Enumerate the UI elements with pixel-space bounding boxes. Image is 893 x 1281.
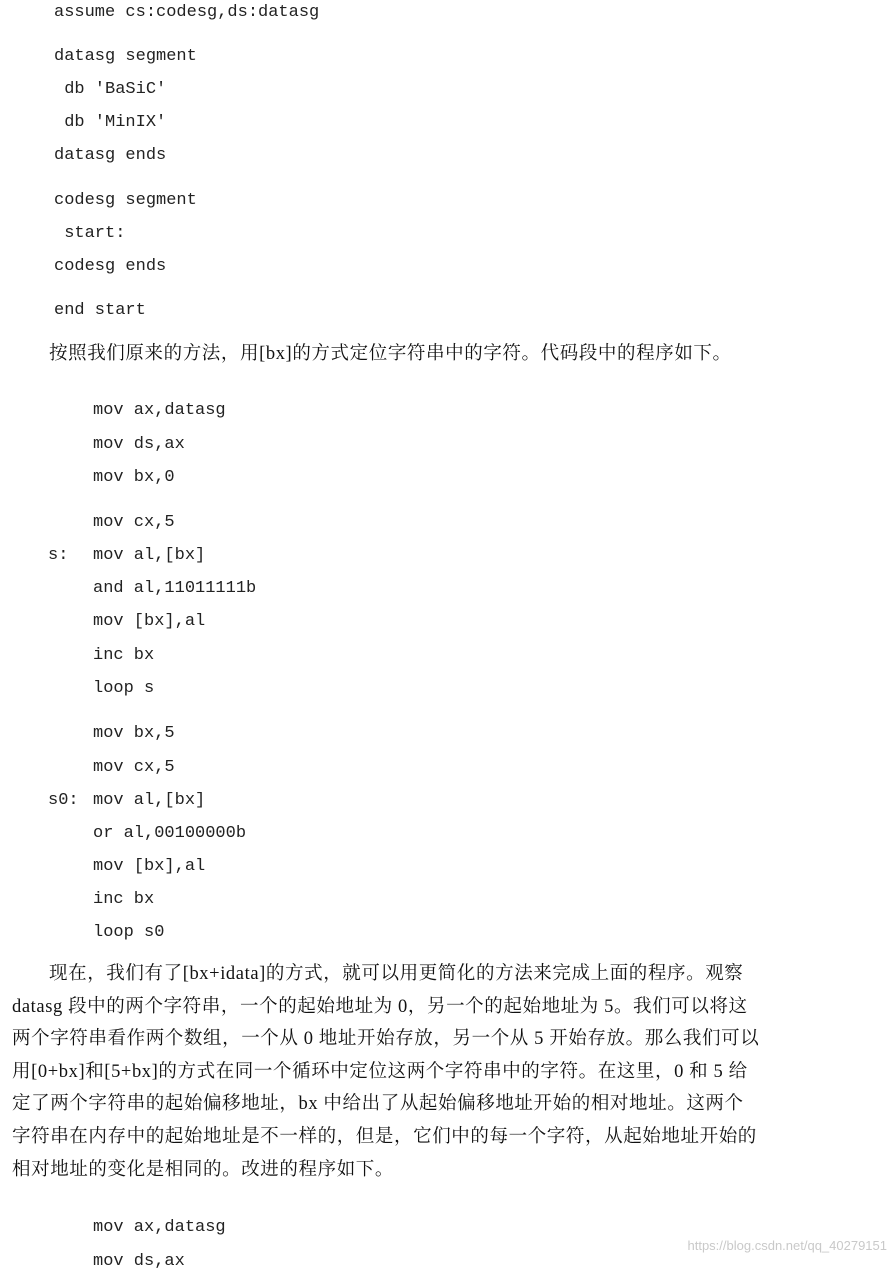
code-assume: assume cs:codesg,ds:datasg <box>54 3 320 22</box>
code1-line14: mov [bx],al <box>93 857 206 876</box>
code2-line1: mov ax,datasg <box>93 1218 226 1237</box>
code1-line12: mov al,[bx] <box>93 791 206 810</box>
paragraph-line-2: datasg 段中的两个字符串，一个的起始地址为 0，另一个的起始地址为 5。我们可以将这 <box>12 996 748 1017</box>
code1-line3: mov bx,0 <box>93 468 175 487</box>
paragraph-line-1: 现在，我们有了[bx+idata]的方式，就可以用更简化的方法来完成上面的程序。观察 <box>49 964 744 984</box>
code1-line5: mov al,[bx] <box>93 546 206 565</box>
code1-line2: mov ds,ax <box>93 435 185 454</box>
paragraph-line-4: 用[0+bx]和[5+bx]的方式在同一个循环中定位这两个字符串中的字符。在这里，0 和 5 给 <box>12 1061 748 1082</box>
code-db-minix: db 'MinIX' <box>54 113 167 132</box>
code1-line9: loop s <box>93 679 155 698</box>
code1-label-s0: s0: <box>48 791 79 810</box>
code1-line11: mov cx,5 <box>93 758 175 777</box>
code-db-basic: db 'BaSiC' <box>54 80 167 99</box>
paragraph-line-5: 定了两个字符串的起始偏移地址，bx 中给出了从起始偏移地址开始的相对地址。这两个 <box>12 1094 744 1115</box>
code-start-label: start: <box>54 224 126 243</box>
explanation-paragraph <box>12 958 759 1186</box>
code1-line16: loop s0 <box>93 923 165 942</box>
watermark-url: https://blog.csdn.net/qq_40279151 <box>687 1238 887 1253</box>
intro-line: 按照我们原来的方法，用[bx]的方式定位字符串中的字符。代码段中的程序如下。 <box>49 344 732 364</box>
intro-sentence <box>49 338 732 371</box>
paragraph-line-3: 两个字符串看作两个数组，一个从 0 地址开始存放，另一个从 5 开始存放。那么我们可以 <box>12 1029 760 1050</box>
code-codesg-ends: codesg ends <box>54 257 167 276</box>
code1-line6: and al,11011111b <box>93 579 257 598</box>
code1-line7: mov [bx],al <box>93 612 206 631</box>
code1-line1: mov ax,datasg <box>93 401 226 420</box>
code-codesg-segment: codesg segment <box>54 191 197 210</box>
code1-line8: inc bx <box>93 646 155 665</box>
code-datasg-ends: datasg ends <box>54 146 167 165</box>
code-datasg-segment: datasg segment <box>54 47 197 66</box>
code1-line15: inc bx <box>93 890 155 909</box>
code-end-start: end start <box>54 301 146 320</box>
code1-label-s: s: <box>48 546 69 565</box>
code1-line10: mov bx,5 <box>93 724 175 743</box>
code2-line2: mov ds,ax <box>93 1252 185 1271</box>
code1-line4: mov cx,5 <box>93 513 175 532</box>
paragraph-line-6: 字符串在内存中的起始地址是不一样的，但是，它们中的每一个字符，从起始地址开始的 <box>12 1126 757 1147</box>
code1-line13: or al,00100000b <box>93 824 247 843</box>
paragraph-line-7: 相对地址的变化是相同的。改进的程序如下。 <box>12 1159 395 1180</box>
